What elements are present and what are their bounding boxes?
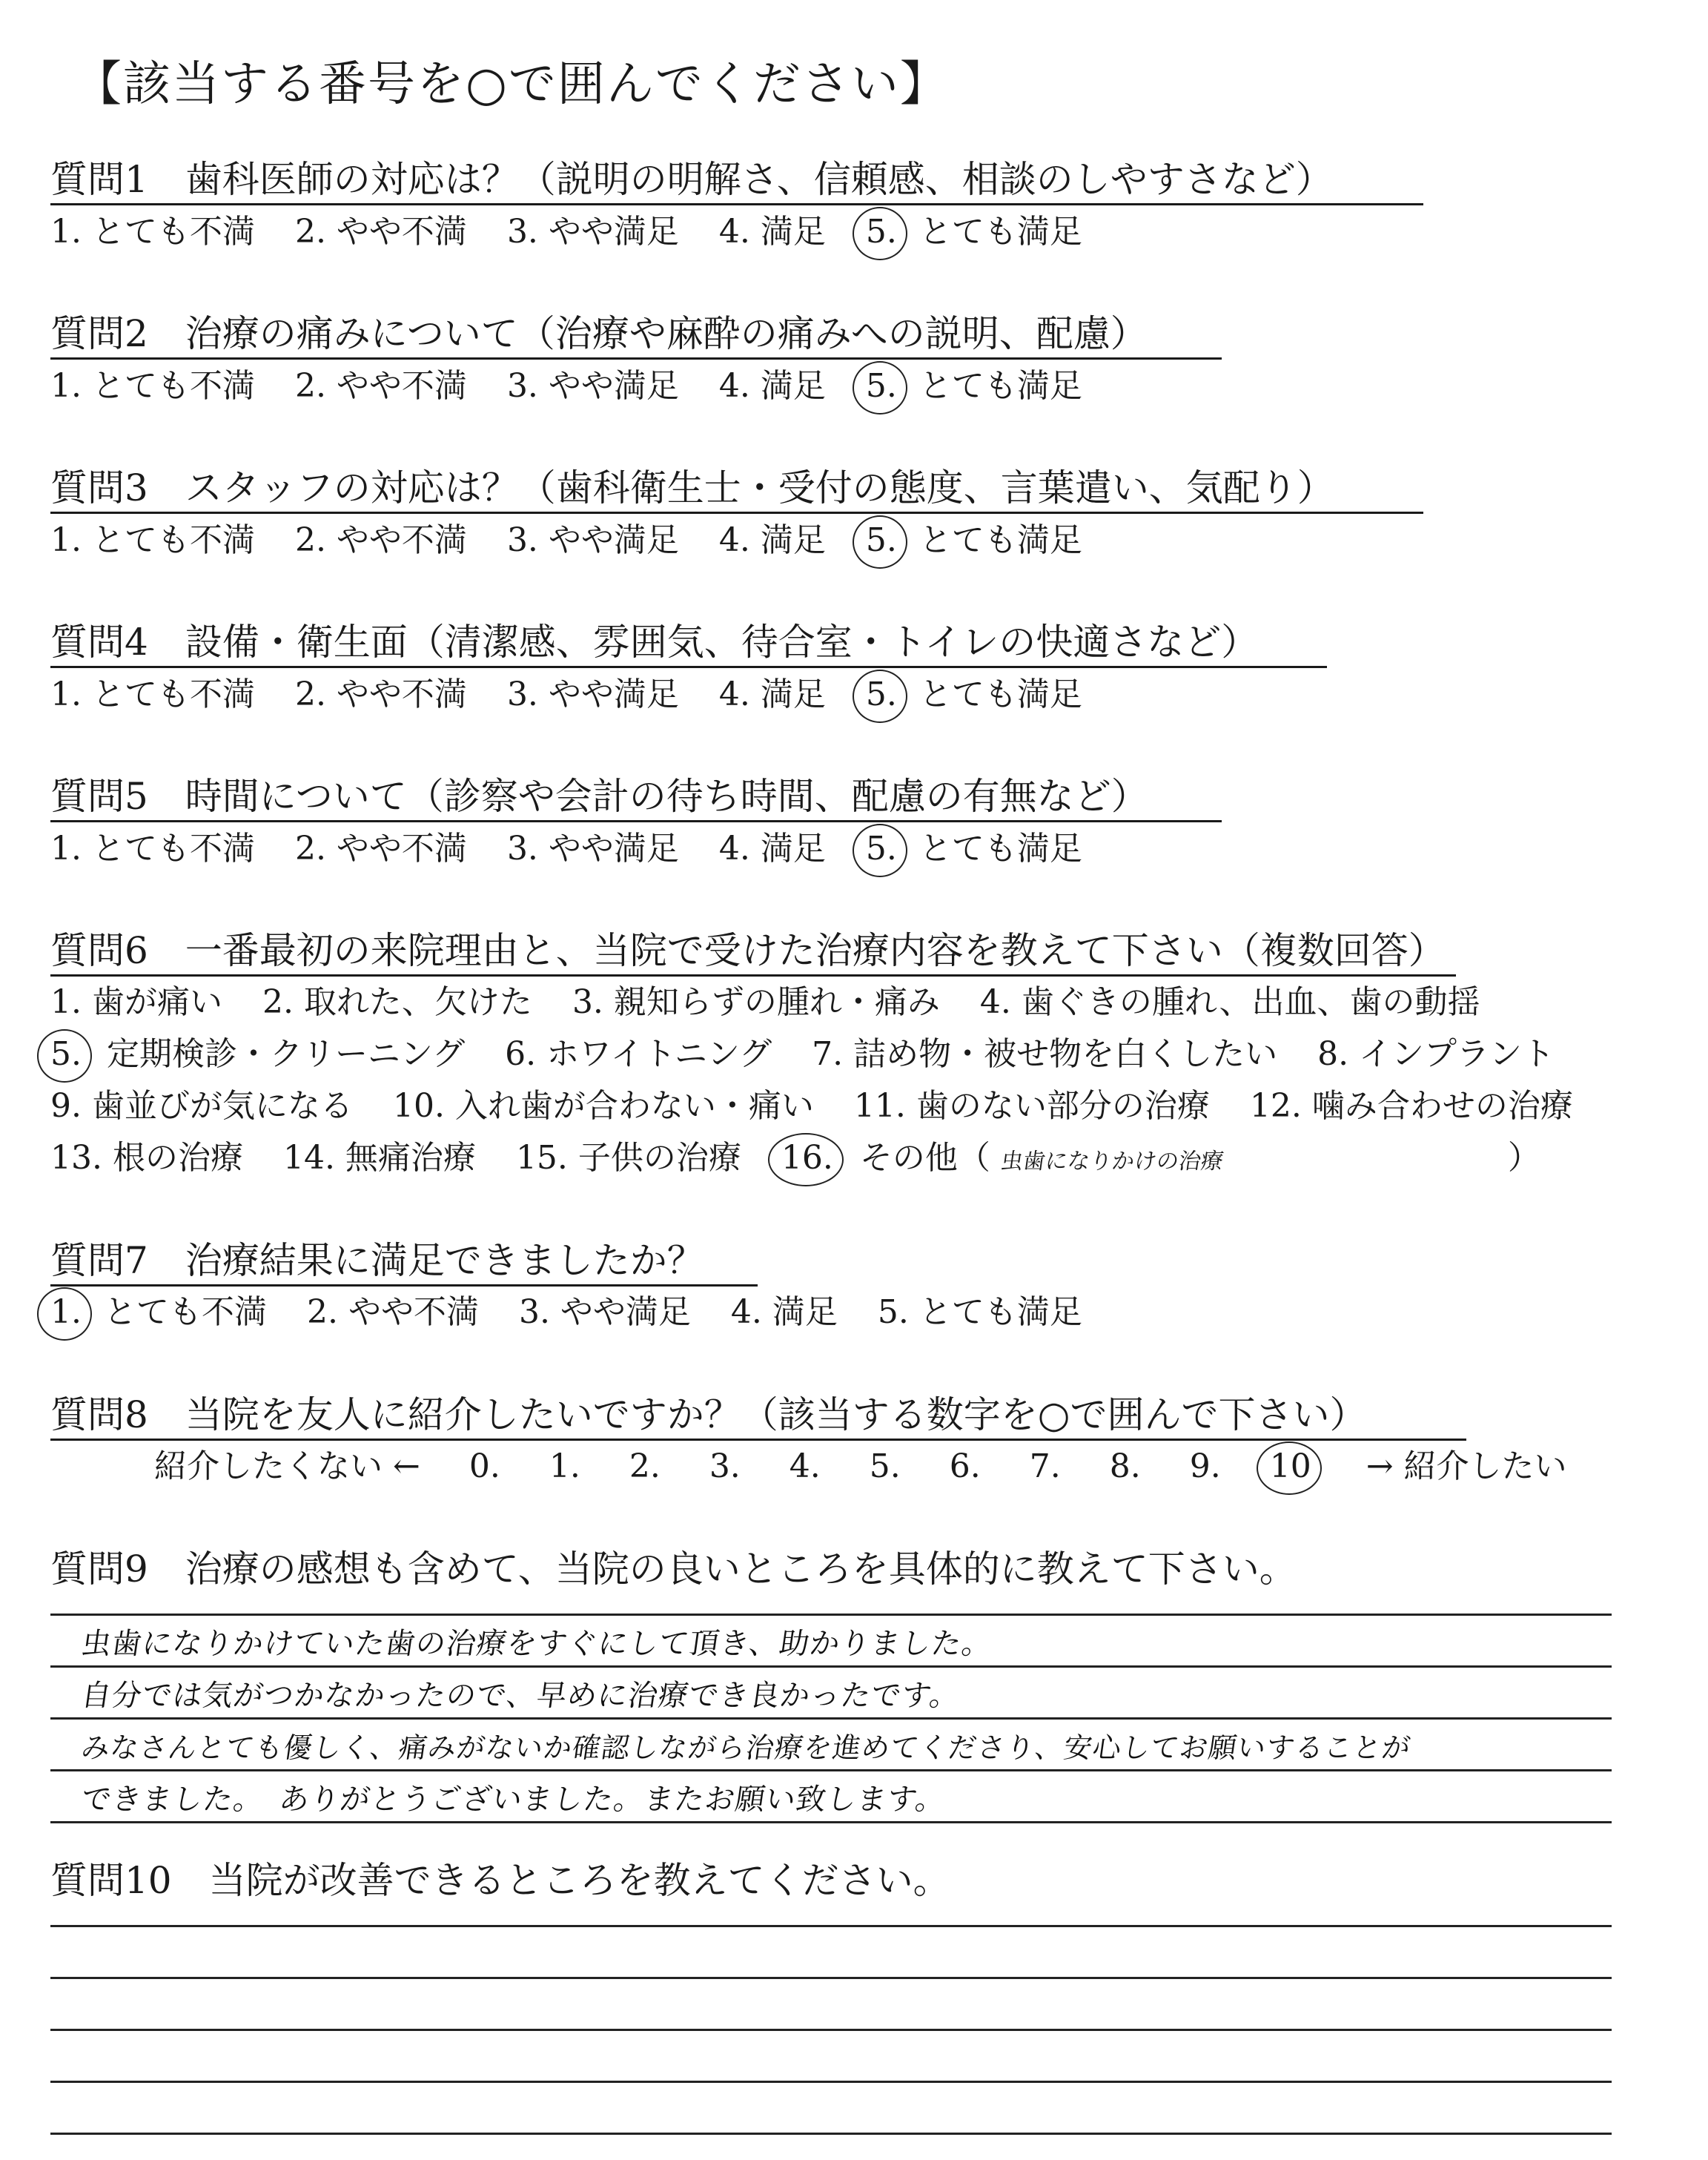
q6-option-3[interactable]: 3. 親知らずの腫れ・痛み	[572, 983, 940, 1021]
q5-option-4[interactable]: 4. 満足	[718, 830, 826, 868]
question-7-label: 質問7 治療結果に満足できましたか？	[50, 1239, 704, 1282]
q6-option-5-label: 定期検診・クリーニング	[106, 1035, 466, 1073]
q4-option-3[interactable]: 3. やや満足	[506, 676, 679, 713]
q1-option-4[interactable]: 4. 満足	[718, 213, 826, 251]
q9-handwritten-line-4[interactable]: できました。 ありがとうございました。またお願い致します。	[79, 1783, 949, 1817]
q6-option-5[interactable]: 5.	[50, 1034, 82, 1075]
answer-rule	[50, 1717, 1612, 1720]
q4-option-2[interactable]: 2. やや不満	[294, 676, 467, 713]
q7-option-4[interactable]: 4. 満足	[730, 1293, 838, 1331]
q5-option-5-label: とても満足	[918, 830, 1082, 868]
q5-option-2[interactable]: 2. やや不満	[294, 830, 467, 868]
q8-option-5[interactable]: 5.	[869, 1447, 901, 1485]
q7-option-1[interactable]: 1.	[50, 1292, 82, 1333]
question-8-label: 質問8 当院を友人に紹介したいですか？（該当する数字を○で囲んで下さい）	[50, 1393, 1367, 1436]
selection-circle	[768, 1133, 844, 1186]
selection-circle	[853, 670, 907, 723]
q8-option-6[interactable]: 6.	[949, 1447, 981, 1485]
question-1-underline	[50, 203, 1423, 205]
question-5-label: 質問5 時間について（診察や会計の待ち時間、配慮の有無など）	[50, 775, 1148, 818]
q8-right-label: → 紹介したい	[1366, 1447, 1567, 1485]
question-3-options	[50, 520, 1082, 561]
answer-rule	[50, 1769, 1612, 1771]
selection-circle	[37, 1029, 92, 1083]
selection-circle	[853, 361, 907, 415]
selection-circle	[853, 824, 907, 877]
answer-rule[interactable]	[50, 2081, 1612, 2083]
selection-circle	[37, 1287, 92, 1341]
question-9-label: 質問9 治療の感想も含めて、当院の良いところを具体的に教えて下さい。	[50, 1548, 1297, 1591]
q1-option-1[interactable]: 1. とても不満	[50, 213, 255, 251]
question-6-row-4	[50, 1137, 1540, 1183]
q6-option-9[interactable]: 9. 歯並びが気になる	[50, 1087, 353, 1125]
question-6-row-1	[50, 982, 1510, 1023]
question-6-underline	[50, 974, 1456, 977]
q3-option-1[interactable]: 1. とても不満	[50, 521, 255, 559]
q4-option-1[interactable]: 1. とても不満	[50, 676, 255, 713]
q4-option-4[interactable]: 4. 満足	[718, 676, 826, 713]
q9-handwritten-line-3[interactable]: みなさんとても優しく、痛みがないか確認しながら治療を進めてくださり、安心してお願いすることが	[79, 1731, 1414, 1764]
q8-left-label: 紹介したくない ←	[154, 1447, 420, 1485]
q1-option-2[interactable]: 2. やや不満	[294, 213, 467, 251]
question-4-label: 質問4 設備・衛生面（清潔感、雰囲気、待合室・トイレの快適さなど）	[50, 621, 1259, 664]
answer-rule[interactable]	[50, 2133, 1612, 2135]
q3-option-4[interactable]: 4. 満足	[718, 521, 826, 559]
question-1-label: 質問1 歯科医師の対応は？（説明の明解さ、信頼感、相談のしやすさなど）	[50, 158, 1333, 201]
q5-option-1[interactable]: 1. とても不満	[50, 830, 255, 868]
q2-option-5[interactable]: 5.	[866, 366, 897, 407]
selection-circle	[1257, 1441, 1322, 1495]
q6-option-6[interactable]: 6. ホワイトニング	[505, 1035, 772, 1073]
selection-circle	[853, 207, 907, 260]
q2-option-3[interactable]: 3. やや満足	[506, 367, 679, 405]
q6-option-13[interactable]: 13. 根の治療	[50, 1139, 243, 1177]
q6-option-8[interactable]: 8. インプラント	[1317, 1035, 1555, 1073]
q8-option-3[interactable]: 3.	[709, 1447, 741, 1485]
question-8-underline	[50, 1439, 1466, 1441]
question-7-underline	[50, 1284, 758, 1287]
question-10-label: 質問10 当院が改善できるところを教えてください。	[50, 1859, 950, 1902]
q1-option-3[interactable]: 3. やや満足	[506, 213, 679, 251]
q3-option-3[interactable]: 3. やや満足	[506, 521, 679, 559]
question-1-options	[50, 211, 1082, 253]
q6-other-handwritten[interactable]: 虫歯になりかけの治療	[999, 1149, 1225, 1175]
q4-option-5-label: とても満足	[918, 676, 1082, 713]
q2-option-2[interactable]: 2. やや不満	[294, 367, 467, 405]
q9-handwritten-line-1[interactable]: 虫歯になりかけていた歯の治療をすぐにして頂き、助かりました。	[79, 1627, 995, 1661]
q6-option-12[interactable]: 12. 噛み合わせの治療	[1249, 1087, 1573, 1125]
q8-option-1[interactable]: 1.	[549, 1447, 580, 1485]
q8-option-10[interactable]: 10	[1270, 1446, 1311, 1487]
question-2-options	[50, 366, 1082, 407]
answer-rule	[50, 1821, 1612, 1823]
question-3-label: 質問3 スタッフの対応は？（歯科衛生士・受付の態度、言葉遣い、気配り）	[50, 466, 1334, 509]
q7-option-1-label: とても不満	[103, 1293, 267, 1331]
q7-option-2[interactable]: 2. やや不満	[306, 1293, 479, 1331]
q6-option-1[interactable]: 1. 歯が痛い	[50, 983, 222, 1021]
question-3-underline	[50, 512, 1423, 514]
q2-option-5-label: とても満足	[918, 367, 1082, 405]
q7-option-5[interactable]: 5. とても満足	[877, 1293, 1082, 1331]
answer-rule	[50, 1614, 1612, 1616]
q6-option-7[interactable]: 7. 詰め物・被せ物を白くしたい	[812, 1035, 1278, 1073]
q8-option-0[interactable]: 0.	[469, 1447, 500, 1485]
question-7-options	[50, 1292, 1112, 1333]
answer-rule[interactable]	[50, 1925, 1612, 1927]
q5-option-5[interactable]: 5.	[866, 828, 897, 870]
question-5-underline	[50, 820, 1222, 822]
question-2-underline	[50, 357, 1222, 360]
q3-option-5-label: とても満足	[918, 521, 1082, 559]
question-4-underline	[50, 666, 1327, 668]
q6-option-4[interactable]: 4. 歯ぐきの腫れ、出血、歯の動揺	[979, 983, 1480, 1021]
q6-option-16[interactable]: 16.	[781, 1137, 833, 1179]
question-5-options	[50, 828, 1082, 870]
q2-option-1[interactable]: 1. とても不満	[50, 367, 255, 405]
question-4-options	[50, 674, 1082, 716]
q8-option-2[interactable]: 2.	[629, 1447, 661, 1485]
answer-rule[interactable]	[50, 1977, 1612, 1979]
q6-option-10[interactable]: 10. 入れ歯が合わない・痛い	[392, 1087, 814, 1125]
q8-option-4[interactable]: 4.	[789, 1447, 821, 1485]
question-8-scale	[154, 1446, 1567, 1487]
q5-option-3[interactable]: 3. やや満足	[506, 830, 679, 868]
q6-option-15[interactable]: 15. 子供の治療	[515, 1139, 741, 1177]
q7-option-3[interactable]: 3. やや満足	[518, 1293, 691, 1331]
page-title: 【該当する番号を○で囲んでください】	[74, 57, 949, 112]
q1-option-5-label: とても満足	[918, 213, 1082, 251]
q3-option-5[interactable]: 5.	[866, 520, 897, 561]
question-6-row-3	[50, 1086, 1603, 1127]
selection-circle	[853, 515, 907, 569]
q2-option-4[interactable]: 4. 満足	[718, 367, 826, 405]
q6-option-11[interactable]: 11. 歯のない部分の治療	[853, 1087, 1210, 1125]
q8-option-9[interactable]: 9.	[1189, 1447, 1221, 1485]
q6-option-2[interactable]: 2. 取れた、欠けた	[262, 983, 532, 1021]
q1-option-5[interactable]: 5.	[866, 211, 897, 253]
answer-rule	[50, 1665, 1612, 1668]
q6-other-close: ）	[1507, 1139, 1540, 1177]
q6-option-14[interactable]: 14. 無痛治療	[282, 1139, 476, 1177]
answer-rule[interactable]	[50, 2029, 1612, 2031]
q6-other-label: その他（	[859, 1139, 990, 1177]
question-6-label: 質問6 一番最初の来院理由と、当院で受けた治療内容を教えて下さい（複数回答）	[50, 929, 1446, 972]
q9-handwritten-line-2[interactable]: 自分では気がつかなかったので、早めに治療でき良かったです。	[79, 1679, 963, 1713]
q8-option-7[interactable]: 7.	[1029, 1447, 1061, 1485]
question-6-row-2	[50, 1034, 1584, 1075]
question-2-label: 質問2 治療の痛みについて（治療や麻酔の痛みへの説明、配慮）	[50, 312, 1148, 355]
q4-option-5[interactable]: 5.	[866, 674, 897, 716]
q3-option-2[interactable]: 2. やや不満	[294, 521, 467, 559]
q8-option-8[interactable]: 8.	[1109, 1447, 1141, 1485]
